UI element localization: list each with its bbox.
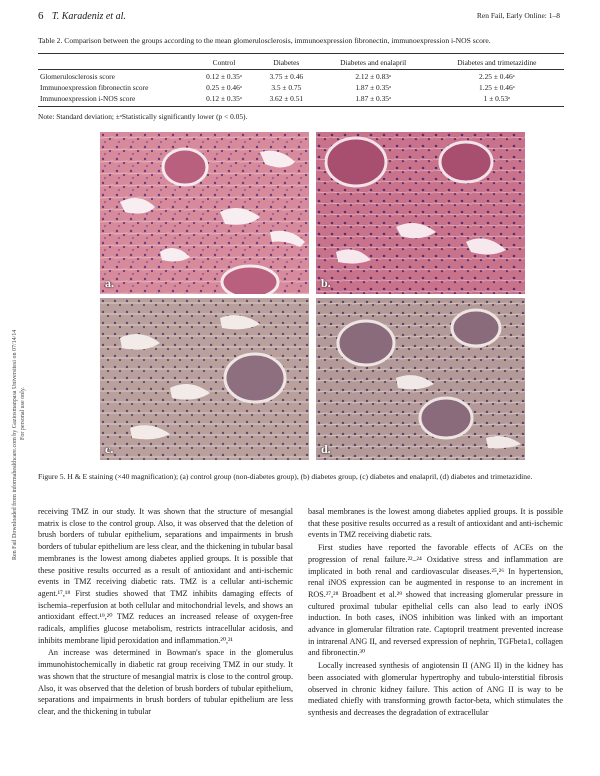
panel-label-a: a.: [105, 276, 114, 290]
table-cell: 1.87 ± 0.35ᵃ: [355, 83, 391, 92]
table-cell: 0.12 ± 0.35ᵃ: [206, 94, 242, 103]
personal-use-notice: For personal use only.: [20, 387, 26, 440]
running-authors: T. Karadeniz et al.: [51, 11, 126, 22]
body-column-left: [38, 506, 293, 718]
panel-label-b: b.: [321, 276, 331, 290]
table-row: [38, 82, 564, 93]
table-cell: 0.25 ± 0.46ᵃ: [206, 83, 242, 92]
table-cell: 1.25 ± 0.46ᵃ: [479, 83, 515, 92]
table-note: Note: Standard deviation; ±ᵃStatistically significantly lower (p < 0.05).: [38, 112, 248, 121]
comparison-table: [38, 55, 564, 104]
table-col-header: [38, 55, 192, 71]
panel-b-image: [316, 132, 525, 294]
table-col-header: Control: [212, 58, 236, 67]
body-paragraph: receiving TMZ in our study. It was shown that the structure of mesangial matrix is close to the control group. Also, it was observed that the deletion of brush borders of tubular epithelium, separations and impairments in brush borders of tubular epithelium are less clear, and the thickening in tubular basal membranes is the lowest among diabetes applied groups. It is possible that these positive results occurred as a result of antioxidant and anti-ischemic events in TMZ receiving diabetic rats. TMZ is a cellular anti-ischemic agent.¹⁷,¹⁸ First studies showed that TMZ inhibits damaging effects of ischemia–reperfusion at both cellular and mitochondrial levels, and shows an antioxidant effect.¹⁹,²⁰ TMZ reduces an increased release of oxygen-free radicals, amplifies glucose metabolism, restricts intracellular acidosis, and inhibits membrane lipid peroxidation and inflammation.²⁰,²¹: [38, 507, 293, 645]
table-top-rule: [38, 53, 564, 54]
table-col-header: Diabetes: [273, 58, 300, 67]
journal-citation: Ren Fail, Early Online: 1–8: [476, 11, 560, 20]
table-cell: 1 ± 0.53ᵃ: [483, 94, 511, 103]
download-watermark: [0, 40, 24, 560]
table-cell: 2.12 ± 0.83ᵃ: [355, 72, 391, 81]
table-col-header: Diabetes and enalapril: [340, 58, 407, 67]
page-number: 6: [38, 10, 44, 22]
table-col-header: Diabetes and trimetazidine: [457, 58, 537, 67]
table-header-row: [38, 55, 564, 71]
page-header: [38, 8, 560, 24]
row-label: Immunoexpression i-NOS score: [40, 94, 136, 103]
panel-a-image: [100, 132, 309, 294]
body-paragraph: basal membranes is the lowest among diabetes applied groups. It is possible that these positive results occurred as a result of antioxidant and anti-ischemic events in TMZ receiving diabetic rats.: [308, 507, 563, 540]
body-paragraph: An increase was determined in Bowman's space in the glomerulus immunohistochemically in diabetic rat group receiving TMZ in our study. It was shown that the structure of mesangial matrix is close to the control group. Also, it was observed that the deletion of brush borders of tubular epithelium, separations and impairments in brush borders of tubular epithelium are less clear, and the thickening in tubular: [38, 648, 293, 716]
row-label: Immunoexpression fibronectin score: [40, 83, 149, 92]
panel-d-image: [316, 298, 525, 460]
row-label: Glomerulosclerosis score: [40, 72, 115, 81]
panel-label-d: d.: [321, 442, 331, 456]
table-cell: 3.62 ± 0.51: [269, 94, 304, 103]
histology-figure: [100, 132, 525, 460]
table-cell: 1.87 ± 0.35ᵃ: [355, 94, 391, 103]
panel-c-image: [100, 298, 309, 460]
table-row: [38, 93, 564, 104]
table-caption: Table 2. Comparison between the groups according to the mean glomerulosclerosis, immunoexpression fibronectin, immunoexpression i-NOS score.: [38, 36, 491, 45]
table-cell: 3.5 ± 0.75: [271, 83, 302, 92]
body-paragraph: Locally increased synthesis of angiotensin II (ANG II) in the kidney has been associated with glomerular hypertrophy and tubulo-interstitial fibrosis observed in chronic kidney failure. This action of ANG II is way to be mediated chiefly with transforming growth factor-beta, which stimulates the synthesis and decreases the degradation of extracellular: [308, 661, 563, 717]
table-cell: 0.12 ± 0.35ᵃ: [206, 72, 242, 81]
download-notice: Ren Fail Downloaded from informahealthcare.com by Gaziosmanpasa Universitesi on 07/14/14: [12, 329, 18, 560]
panel-label-c: c.: [105, 442, 114, 456]
table-cell: 2.25 ± 0.46ᵃ: [479, 72, 515, 81]
figure-caption: Figure 5. H & E staining (×40 magnification); (a) control group (non-diabetes group), (b) diabetes group, (c) diabetes and enalapril, (d) diabetes and trimetazidine.: [38, 472, 533, 481]
table-row: [38, 71, 564, 82]
table-cell: 3.75 ± 0.46: [269, 72, 304, 81]
body-column-right: [308, 506, 563, 719]
table-bottom-rule: [38, 106, 564, 107]
body-paragraph: First studies have reported the favorable effects of ACEs on the progression of renal failure.²²–²⁴ Oxidative stress and inflammation are implicated in both renal and cardiovascular diseases.²⁵,²⁶ In hypertension, renal iNOS expression can be augmented in response to an increment in ROS.²⁷,²⁸ Broadbent et al.²⁹ showed that increasing glomerular pressure in cultured proximal tubular epithelial cells can also lead to early iNOS induction. In both cases, iNOS inhibition was linked with an important advance in glomerular filtration rate. Captopril treatment prevented increase in intrarenal ANG II, and reversed expression of nephrin, TGFbeta1, collagen and fibronectin.³⁰: [308, 543, 563, 658]
